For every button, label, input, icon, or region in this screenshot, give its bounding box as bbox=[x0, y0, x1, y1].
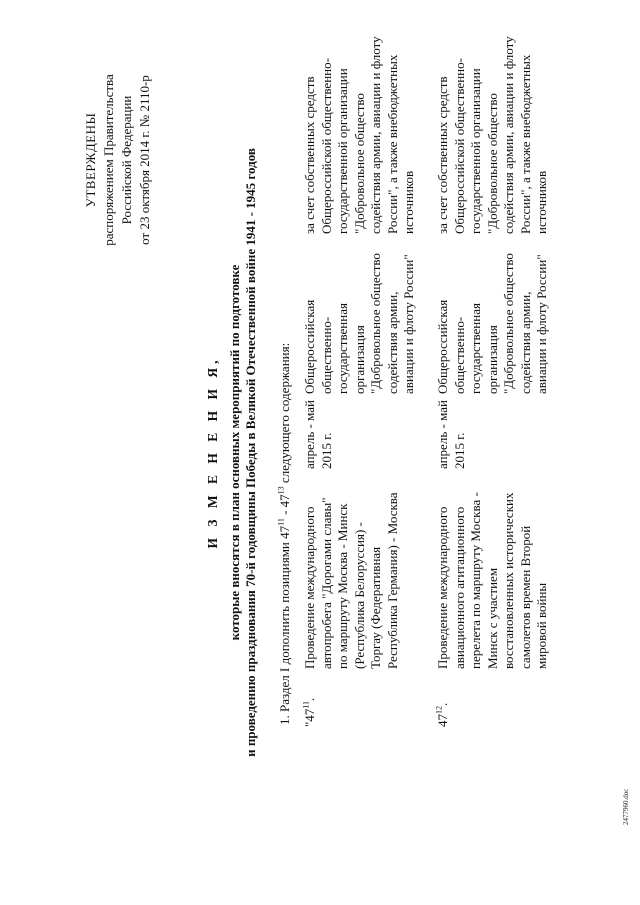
funding-line: Общероссийской общественно- bbox=[318, 58, 334, 234]
event-name-line: восстановленных исторических bbox=[501, 492, 516, 669]
intro-text: - 47 bbox=[277, 494, 292, 519]
executor-line: организация bbox=[351, 325, 367, 394]
funding-source bbox=[302, 14, 418, 234]
funding-line: государственной организации bbox=[335, 68, 350, 234]
event-name-line: (Республика Белоруссия) - bbox=[351, 522, 367, 669]
funding-line: источников bbox=[401, 170, 416, 234]
intro-paragraph bbox=[277, 125, 293, 725]
funding-line: России", а также внебюджетных bbox=[384, 54, 400, 234]
executor-line: содействия армии, bbox=[517, 291, 533, 394]
executor-line: авиации и флоту России" bbox=[401, 254, 416, 394]
document-title: И З М Е Н Е Н И Я, bbox=[205, 356, 220, 549]
event-name-line: Торгау (Федеративная bbox=[368, 546, 383, 669]
event-executor bbox=[302, 236, 418, 394]
funding-line: "Добровольное общество bbox=[484, 93, 500, 234]
funding-line: государственной организации bbox=[468, 68, 483, 234]
event-name-line: автопробега "Дорогами славы" bbox=[318, 497, 334, 669]
table-row bbox=[302, 12, 427, 727]
event-name-line: Минск с участием bbox=[484, 567, 500, 669]
executor-line: Общероссийская bbox=[302, 299, 317, 394]
event-date-line: апрель - май bbox=[302, 400, 317, 469]
position-number bbox=[302, 667, 319, 727]
event-name-line: перелета по маршруту Москва - bbox=[468, 492, 483, 669]
event-name bbox=[435, 459, 551, 669]
funding-line: Общероссийской общественно- bbox=[451, 58, 467, 234]
approval-line: Российской Федерации bbox=[119, 95, 134, 225]
executor-line: "Добровольное общество bbox=[501, 253, 516, 394]
funding-line: источников bbox=[534, 170, 549, 234]
executor-line: Общероссийская bbox=[435, 299, 450, 394]
event-date bbox=[435, 394, 468, 469]
intro-text: следующего содержания: bbox=[277, 342, 292, 487]
event-name-line: Республика Германия) - Москва bbox=[384, 492, 400, 669]
position-number-sup: 12 bbox=[434, 706, 444, 714]
position-number-text: 47 bbox=[435, 714, 450, 727]
event-executor bbox=[435, 236, 551, 394]
position-number-suffix: . bbox=[302, 697, 317, 701]
approval-stamp bbox=[82, 25, 154, 295]
funding-line: за счет собственных средств bbox=[302, 76, 317, 234]
event-name-line: по маршруту Москва - Минск bbox=[335, 503, 350, 669]
approval-line: от 23 октября 2014 г. № 2110-р bbox=[137, 75, 152, 245]
executor-line: организация bbox=[484, 325, 500, 394]
executor-line: "Добровольное общество bbox=[368, 253, 383, 394]
executor-line: общественно- bbox=[318, 316, 334, 394]
subtitle-line: и проведению празднования 70-й годовщины Победы в Великой Отечественной войне 1941 - 1945 годов bbox=[243, 148, 258, 757]
funding-line: "Добровольное общество bbox=[351, 93, 367, 234]
executor-line: авиации и флоту России" bbox=[534, 254, 549, 394]
event-name-line: Проведение международного bbox=[435, 506, 450, 669]
event-date-line: апрель - май bbox=[435, 400, 450, 469]
event-name-line: мировой войны bbox=[534, 582, 549, 669]
funding-line: России", а также внебюджетных bbox=[517, 54, 533, 234]
position-number bbox=[435, 667, 452, 727]
intro-text: 1. Раздел I дополнить позициями 47 bbox=[277, 525, 292, 725]
intro-sup: 11 bbox=[276, 518, 286, 526]
executor-line: общественно- bbox=[451, 316, 467, 394]
event-date-line: 2015 г. bbox=[318, 432, 334, 469]
table-row bbox=[435, 12, 560, 727]
intro-sup: 13 bbox=[276, 486, 286, 495]
funding-line: за счет собственных средств bbox=[435, 76, 450, 234]
event-name-line: авиационного агитационного bbox=[451, 506, 467, 669]
event-date bbox=[302, 394, 335, 469]
position-number-sup: 11 bbox=[301, 700, 311, 709]
funding-source bbox=[435, 14, 551, 234]
funding-line: содействия армии, авиации и флоту bbox=[368, 36, 383, 234]
executor-line: государственная bbox=[335, 303, 350, 394]
position-number-suffix: . bbox=[435, 702, 450, 706]
approval-head: УТВЕРЖДЕНЫ bbox=[83, 112, 98, 208]
document-subtitle bbox=[227, 0, 259, 905]
approval-line: распоряжением Правительства bbox=[101, 74, 116, 246]
event-name-line: самолетов времен Второй bbox=[517, 525, 533, 669]
subtitle-line: которые вносятся в план основных мероприятий по подготовке bbox=[227, 264, 242, 641]
position-number-text: "47 bbox=[302, 708, 317, 727]
event-name bbox=[302, 459, 401, 669]
executor-line: государственная bbox=[468, 303, 483, 394]
executor-line: содействия армии, bbox=[384, 291, 400, 394]
funding-line: содействия армии, авиации и флоту bbox=[501, 36, 516, 234]
document-file-id: 2477960.doc bbox=[622, 788, 630, 825]
event-date-line: 2015 г. bbox=[451, 432, 467, 469]
event-name-line: Проведение международного bbox=[302, 506, 317, 669]
